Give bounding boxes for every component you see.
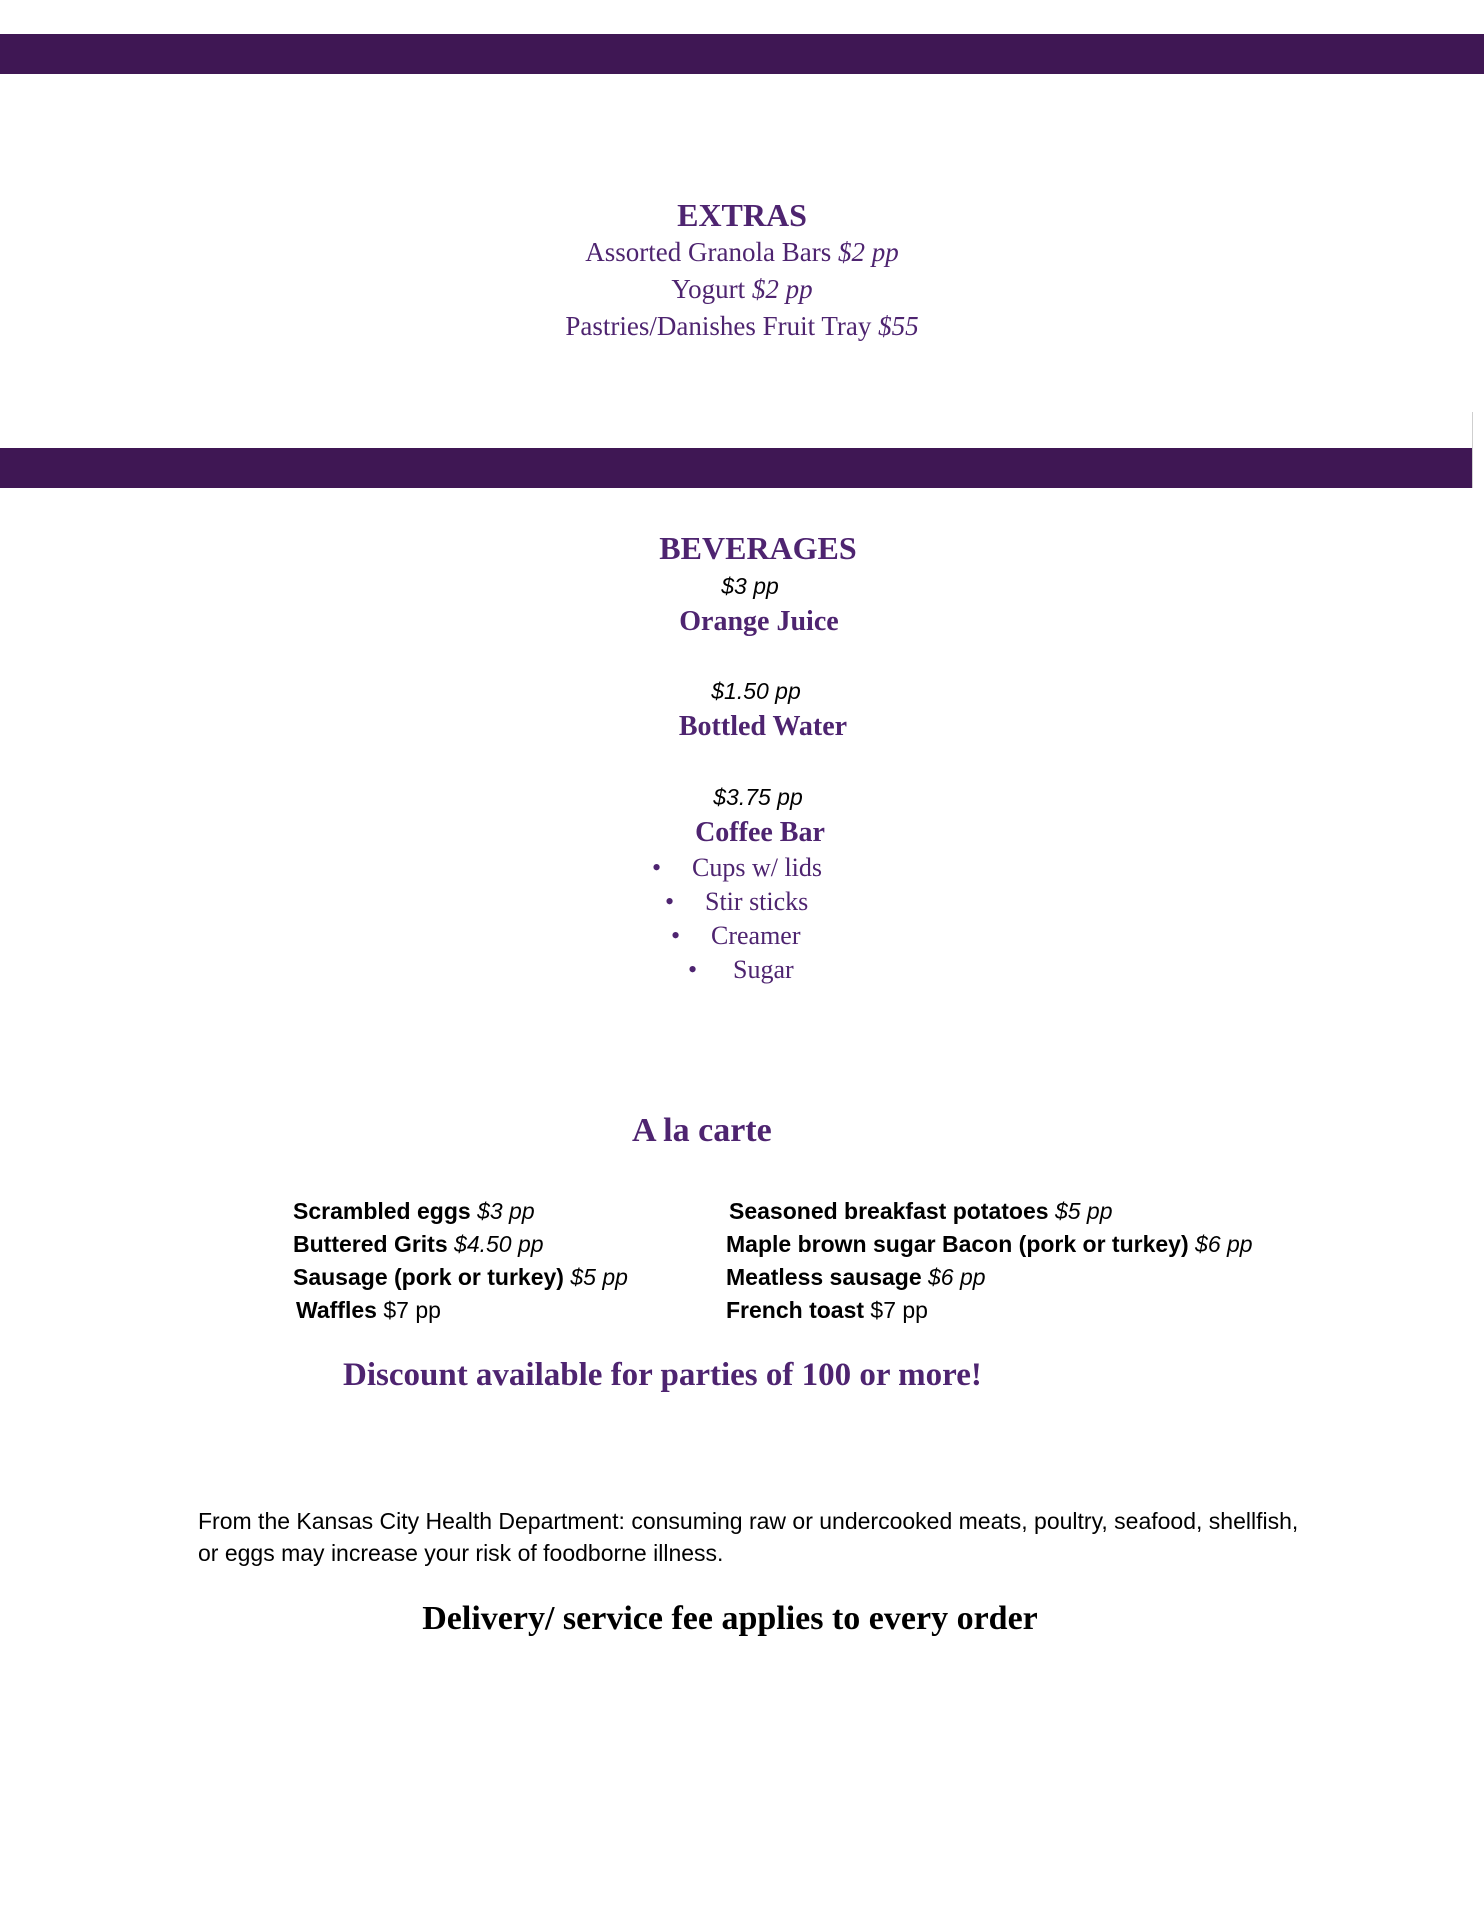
menu-item-name: Scrambled eggs (293, 1198, 471, 1224)
bullet-icon: • (688, 955, 698, 984)
health-notice: From the Kansas City Health Department: consuming raw or undercooked meats, poultry, seafood, shellfish, or eggs may increase your risk of foodborne illness. (198, 1508, 1299, 1566)
coffee-bar-item-label: Stir sticks (705, 887, 809, 916)
menu-item-price: $7 pp (383, 1297, 441, 1323)
band-edge-line (1472, 412, 1473, 488)
delivery-fee-note: Delivery/ service fee applies to every order (422, 1600, 1038, 1637)
a-la-carte-title: A la carte (632, 1112, 772, 1149)
menu-item (293, 1231, 544, 1258)
extras-item-name: Pastries/Danishes Fruit Tray (565, 311, 872, 341)
menu-item-price: $7 pp (870, 1297, 928, 1323)
extras-item (0, 311, 1484, 342)
beverage-name: Coffee Bar (695, 817, 825, 848)
beverage-name: Orange Juice (679, 606, 839, 637)
bullet-icon: • (652, 853, 662, 882)
menu-item (293, 1264, 628, 1291)
menu-item (296, 1297, 441, 1324)
menu-item (293, 1198, 535, 1225)
beverage-name: Bottled Water (678, 711, 848, 742)
menu-item-name: Buttered Grits (293, 1231, 448, 1257)
beverages-title: BEVERAGES (659, 530, 857, 566)
extras-title: EXTRAS (677, 197, 807, 233)
coffee-bar-item (688, 955, 794, 985)
menu-item (729, 1198, 1113, 1225)
menu-item (726, 1231, 1253, 1258)
menu-item-name: Seasoned breakfast potatoes (729, 1198, 1049, 1224)
extras-item-name: Assorted Granola Bars (585, 237, 832, 267)
menu-item (726, 1297, 928, 1324)
extras-item-price: $2 pp (751, 274, 813, 304)
menu-item-name: Sausage (pork or turkey) (293, 1264, 564, 1290)
coffee-bar-item-label: Cups w/ lids (692, 853, 823, 882)
extras-item (0, 237, 1484, 268)
menu-item-name: Waffles (296, 1297, 377, 1323)
top-band (0, 34, 1484, 74)
section-divider-band (0, 448, 1472, 488)
extras-item-price: $55 (878, 311, 919, 341)
beverage-price: $3 pp (721, 573, 779, 599)
menu-item-price: $6 pp (1195, 1231, 1253, 1257)
beverage-price: $1.50 pp (711, 678, 801, 704)
bullet-icon: • (671, 921, 681, 950)
coffee-bar-item (665, 887, 808, 917)
coffee-bar-item-label: Creamer (711, 921, 801, 950)
bullet-icon: • (665, 887, 675, 916)
coffee-bar-item-label: Sugar (733, 955, 794, 984)
extras-item-price: $2 pp (837, 237, 899, 267)
coffee-bar-item (652, 853, 822, 883)
discount-note: Discount available for parties of 100 or more! (343, 1357, 982, 1393)
menu-item-price: $5 pp (1054, 1198, 1113, 1224)
menu-item-price: $6 pp (928, 1264, 986, 1290)
extras-item (0, 274, 1484, 305)
coffee-bar-item (671, 921, 801, 951)
menu-item (726, 1264, 986, 1291)
beverage-price: $3.75 pp (713, 784, 803, 810)
extras-item-name: Yogurt (671, 274, 746, 304)
menu-item-price: $4.50 pp (454, 1231, 544, 1257)
menu-item-price: $3 pp (477, 1198, 535, 1224)
menu-item-name: Maple brown sugar Bacon (pork or turkey) (726, 1231, 1189, 1257)
menu-item-name: Meatless sausage (726, 1264, 922, 1290)
menu-item-price: $5 pp (570, 1264, 628, 1290)
menu-item-name: French toast (726, 1297, 865, 1323)
